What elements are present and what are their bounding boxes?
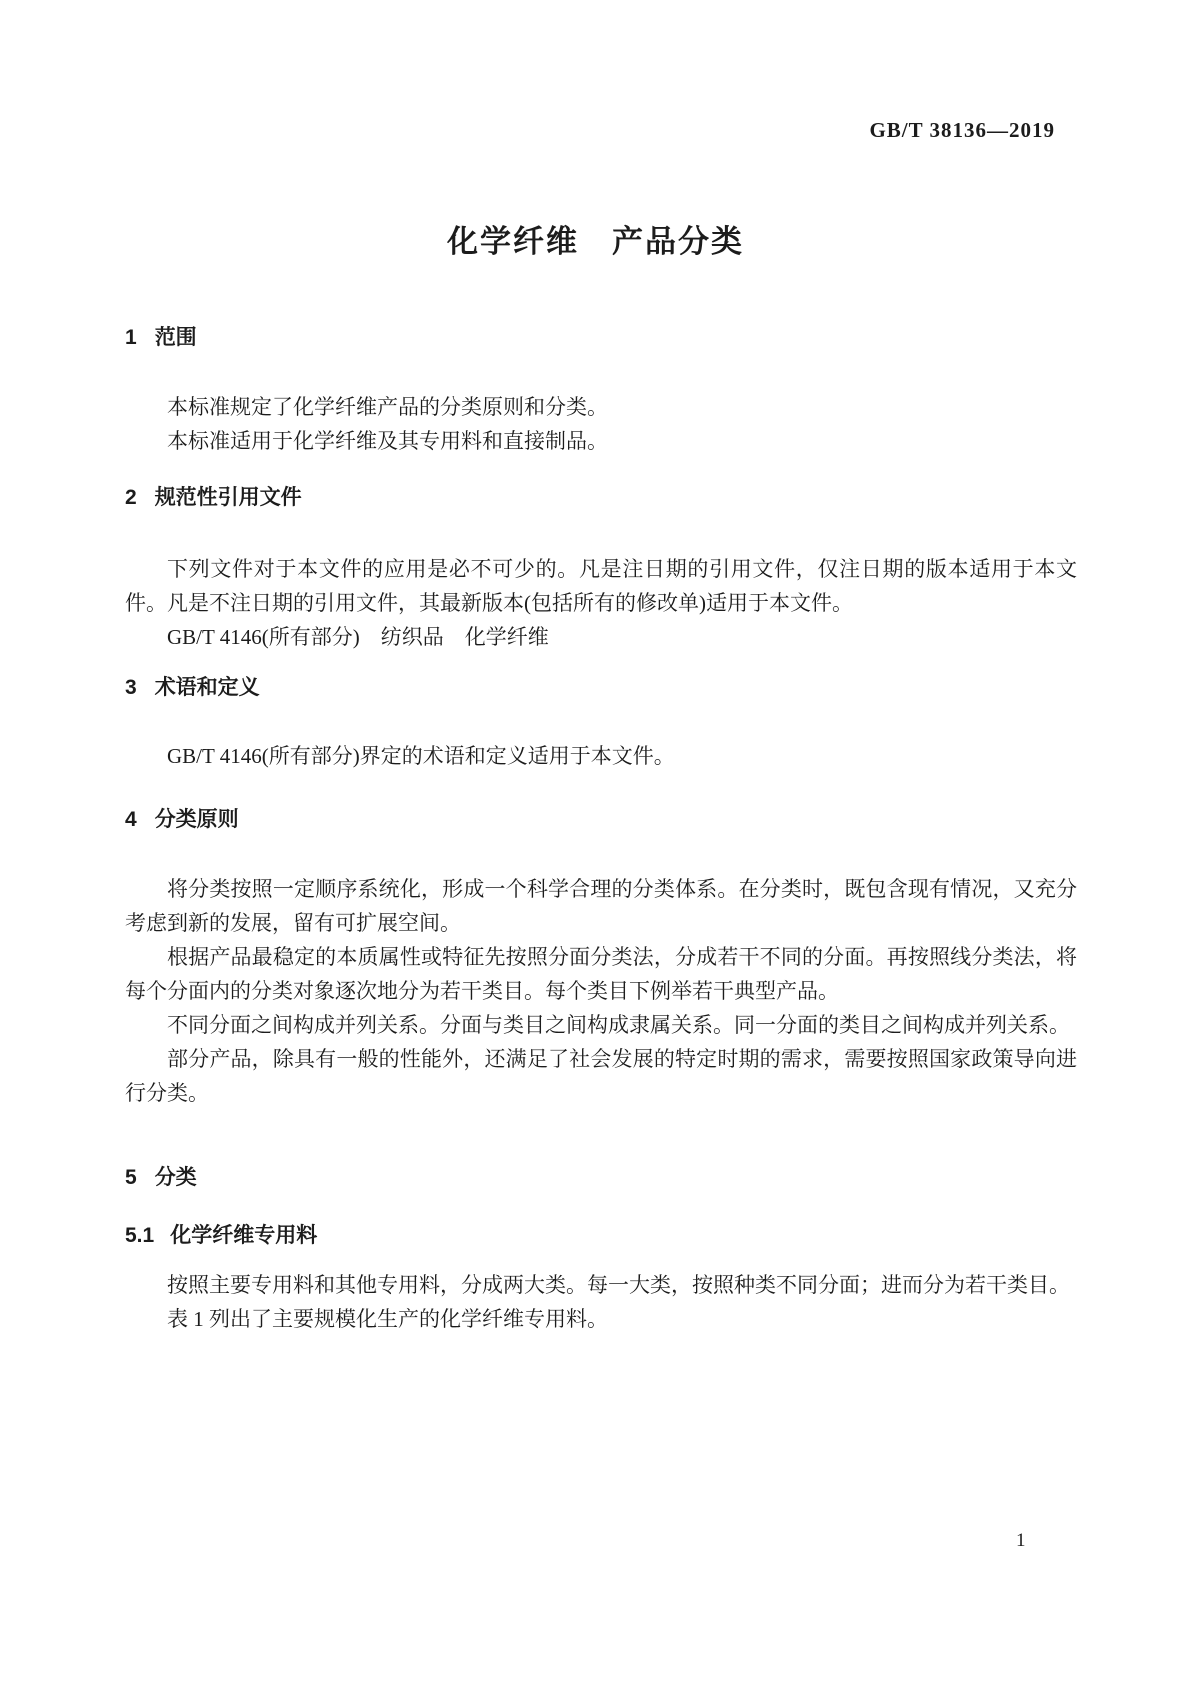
page-number: 1: [1016, 1530, 1026, 1551]
section-4-title: 分类原则: [154, 808, 239, 831]
section-1-title: 范围: [154, 326, 197, 349]
paragraph: 不同分面之间构成并列关系。分面与类目之间构成隶属关系。同一分面的类目之间构成并列关系。: [167, 1013, 1070, 1037]
standard-code: GB/T 38136—2019: [869, 118, 1055, 142]
document-title: 化学纤维 产品分类: [447, 224, 744, 259]
section-2-number: 2: [125, 486, 137, 509]
paragraph: GB/T 4146(所有部分)界定的术语和定义适用于本文件。: [167, 744, 675, 768]
normative-reference: GB/T 4146(所有部分) 纺织品 化学纤维: [167, 625, 549, 649]
paragraph: 下列文件对于本文件的应用是必不可少的。凡是注日期的引用文件，仅注日期的版本适用于本文件。凡是不注日期的引用文件，其最新版本(包括所有的修改单)适用于本文件。: [125, 557, 1077, 615]
section-3-number: 3: [125, 676, 137, 699]
section-4-number: 4: [125, 808, 137, 831]
section-5-1-title: 化学纤维专用料: [170, 1224, 318, 1247]
section-4-body: [125, 872, 1077, 1110]
paragraph: 本标准规定了化学纤维产品的分类原则和分类。: [167, 395, 608, 419]
section-2-body: [125, 552, 1077, 654]
paragraph: 按照主要专用料和其他专用料，分成两大类。每一大类，按照种类不同分面；进而分为若干类目。: [167, 1273, 1070, 1297]
section-4-heading: [125, 808, 1080, 832]
section-1-heading: [125, 326, 1080, 350]
section-3-body: [125, 739, 1077, 773]
section-3-heading: [125, 676, 1080, 700]
section-5-body: [125, 1268, 1077, 1336]
section-1-body: [125, 390, 1077, 458]
paragraph: 将分类按照一定顺序系统化，形成一个科学合理的分类体系。在分类时，既包含现有情况，又充分考虑到新的发展，留有可扩展空间。: [125, 877, 1077, 935]
section-2-heading: [125, 486, 1080, 510]
paragraph: 表 1 列出了主要规模化生产的化学纤维专用料。: [167, 1307, 608, 1331]
section-5-title: 分类: [154, 1166, 197, 1189]
section-5-heading: [125, 1166, 1080, 1190]
paragraph: 根据产品最稳定的本质属性或特征先按照分面分类法，分成若干不同的分面。再按照线分类法，将每个分面内的分类对象逐次地分为若干类目。每个类目下例举若干典型产品。: [125, 945, 1077, 1003]
section-5-number: 5: [125, 1166, 137, 1189]
paragraph: 部分产品，除具有一般的性能外，还满足了社会发展的特定时期的需求，需要按照国家政策导向进行分类。: [125, 1047, 1077, 1105]
section-5-1-number: 5.1: [125, 1224, 155, 1247]
section-5-1-heading: [125, 1224, 1080, 1248]
paragraph: 本标准适用于化学纤维及其专用料和直接制品。: [167, 429, 608, 453]
section-3-title: 术语和定义: [154, 676, 260, 699]
section-2-title: 规范性引用文件: [154, 486, 302, 509]
section-1-number: 1: [125, 326, 137, 349]
